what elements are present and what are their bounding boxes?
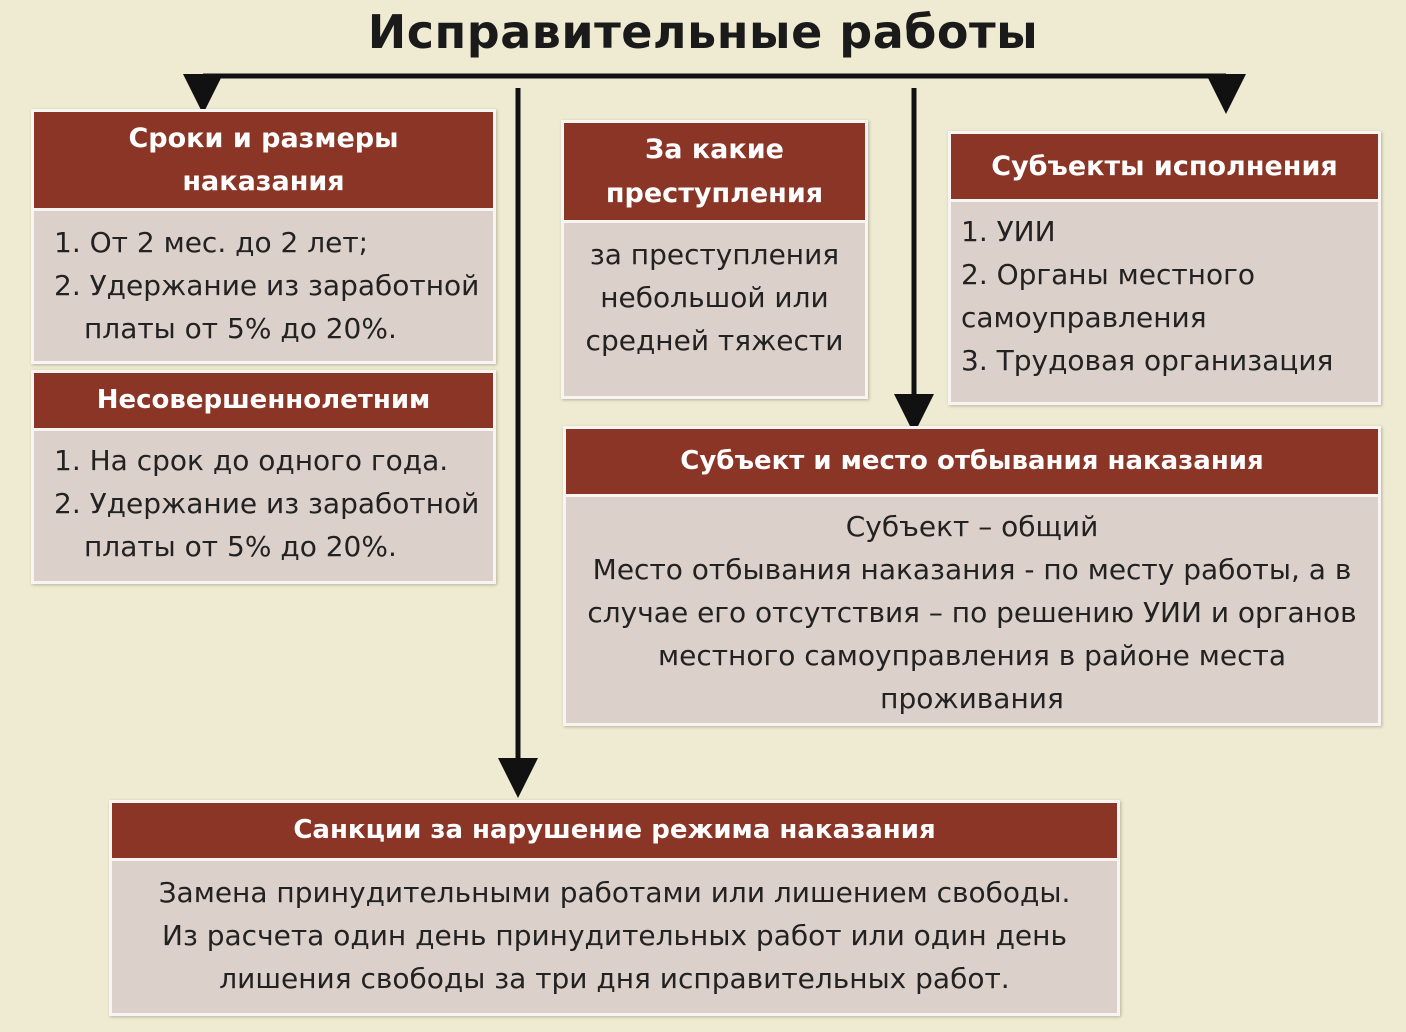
- place-body: [566, 497, 1378, 720]
- terms-item: 1. От 2 мес. до 2 лет;: [54, 226, 369, 259]
- subjects-item: 1. УИИ: [961, 215, 1056, 248]
- crimes-header: За какие преступления: [564, 123, 865, 223]
- terms-body: [34, 211, 493, 350]
- sanctions-box: [109, 800, 1120, 1016]
- minors-item: 1. На срок до одного года.: [54, 444, 449, 477]
- place-header: Субъект и место отбывания наказания: [566, 429, 1378, 497]
- place-subject-line: Субъект – общий: [845, 510, 1099, 543]
- diagram-title: Исправительные работы: [367, 5, 1039, 59]
- terms-item: 2. Удержание из заработной платы от 5% до 20%.: [54, 269, 480, 345]
- crimes-box: [561, 120, 868, 399]
- subjects-box: [948, 131, 1381, 405]
- place-location-text: Место отбывания наказания - по месту работы, а в случае его отсутствия – по решению УИИ и органов местного самоуправления в районе места проживания: [587, 553, 1357, 715]
- sanctions-header: Санкции за нарушение режима наказания: [112, 803, 1117, 861]
- sanctions-calculation-line: Из расчета один день принудительных работ или один день лишения свободы за три дня исправительных работ.: [162, 919, 1067, 995]
- sanctions-replacement-line: Замена принудительными работами или лишением свободы.: [158, 876, 1071, 909]
- terms-header: Сроки и размеры наказания: [34, 112, 493, 211]
- crimes-body: за преступления небольшой или средней тяжести: [585, 238, 844, 357]
- minors-body: [34, 431, 493, 568]
- subjects-item: 3. Трудовая организация: [961, 344, 1334, 377]
- subjects-header: Субъекты исполнения: [951, 134, 1378, 202]
- terms-box: [31, 109, 496, 364]
- sanctions-body: [112, 861, 1117, 1000]
- subjects-item: 2. Органы местного самоуправления: [961, 258, 1255, 334]
- minors-header: Несовершеннолетним: [34, 373, 493, 431]
- minors-item: 2. Удержание из заработной платы от 5% до 20%.: [54, 487, 480, 563]
- place-box: [563, 426, 1381, 726]
- subjects-body: [951, 202, 1378, 382]
- minors-box: [31, 370, 496, 584]
